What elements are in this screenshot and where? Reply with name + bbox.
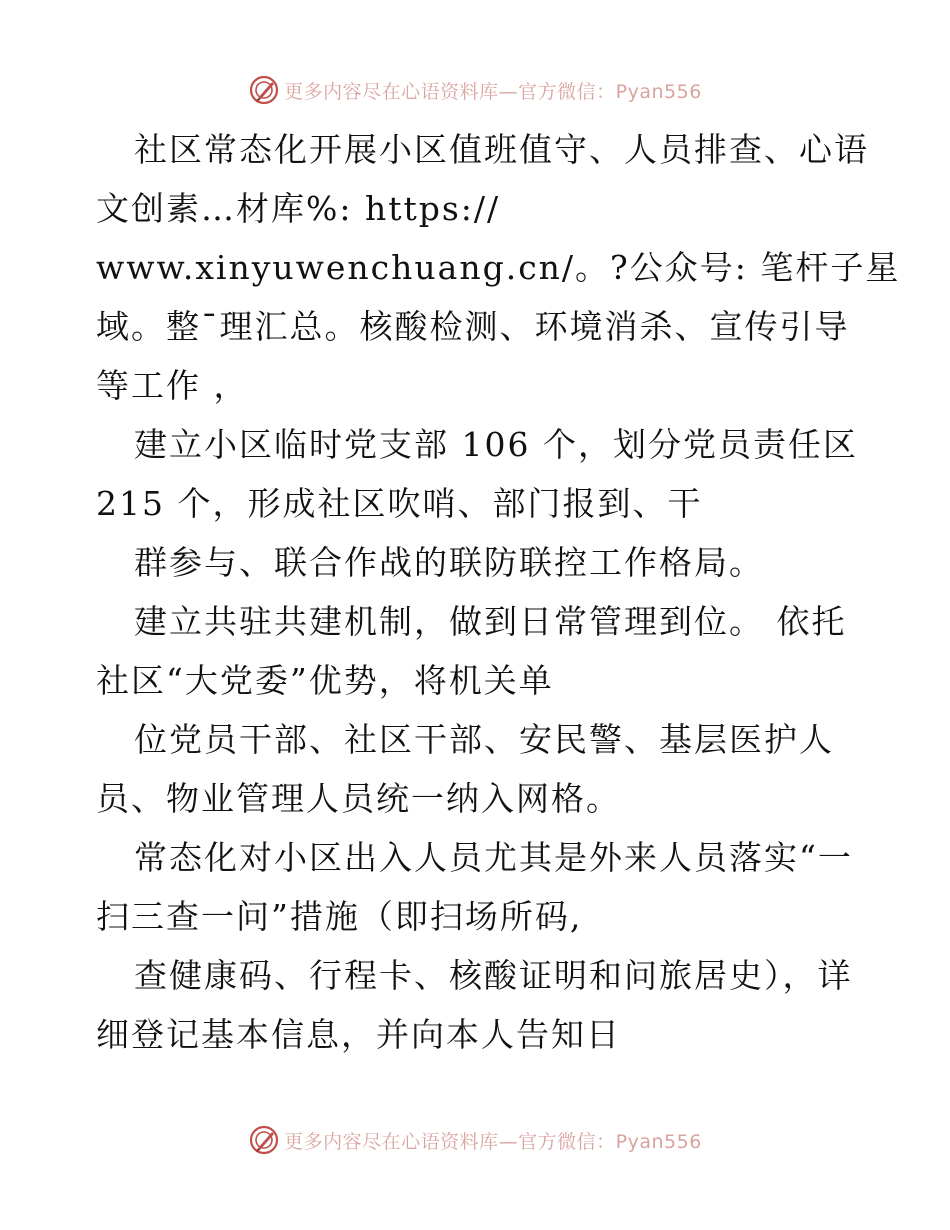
text-line: 建立共驻共建机制，做到日常管理到位。 依托 xyxy=(134,602,847,641)
pen-logo-icon xyxy=(248,1124,280,1156)
text-line: 位党员干部、社区干部、安民警、基层医护人 xyxy=(134,720,834,759)
text-line: 社区“大党委”优势，将机关单 xyxy=(96,661,554,700)
header-watermark-banner xyxy=(0,70,950,110)
text-line: 域。整¯理汇总。核酸检测、环境消杀、宣传引导 xyxy=(96,307,850,346)
text-line: 查健康码、行程卡、核酸证明和问旅居史），详 xyxy=(134,956,853,995)
text-line: 常态化对小区出入人员尤其是外来人员落实“一 xyxy=(134,838,853,877)
text-line: 扫三查一问”措施（即扫场所码, xyxy=(96,897,583,936)
text-line: www.xinyuwenchuang.cn/。?公众号: 笔杆子星 xyxy=(96,248,901,287)
document-body xyxy=(96,120,901,1064)
text-line: 等工作 ， xyxy=(96,366,249,405)
pen-logo-icon xyxy=(248,74,280,106)
text-line: 细登记基本信息，并向本人告知日 xyxy=(96,1015,621,1054)
text-line: 建立小区临时党支部 106 个，划分党员责任区 xyxy=(134,425,858,464)
text-line: 215 个，形成社区吹哨、部门报到、干 xyxy=(96,484,703,523)
text-line: 社区常态化开展小区值班值守、人员排查、心语 xyxy=(134,130,869,169)
text-line: 群参与、联合作战的联防联控工作格局。 xyxy=(134,543,764,582)
text-line: 文创素…材库%: https:// xyxy=(96,189,501,228)
footer-watermark-banner xyxy=(0,1120,950,1160)
banner-text: 更多内容尽在心语资料库—官方微信：Pyan556 xyxy=(284,1130,702,1153)
banner-text: 更多内容尽在心语资料库—官方微信：Pyan556 xyxy=(284,80,702,103)
text-line: 员、物业管理人员统一纳入网格。 xyxy=(96,779,621,818)
